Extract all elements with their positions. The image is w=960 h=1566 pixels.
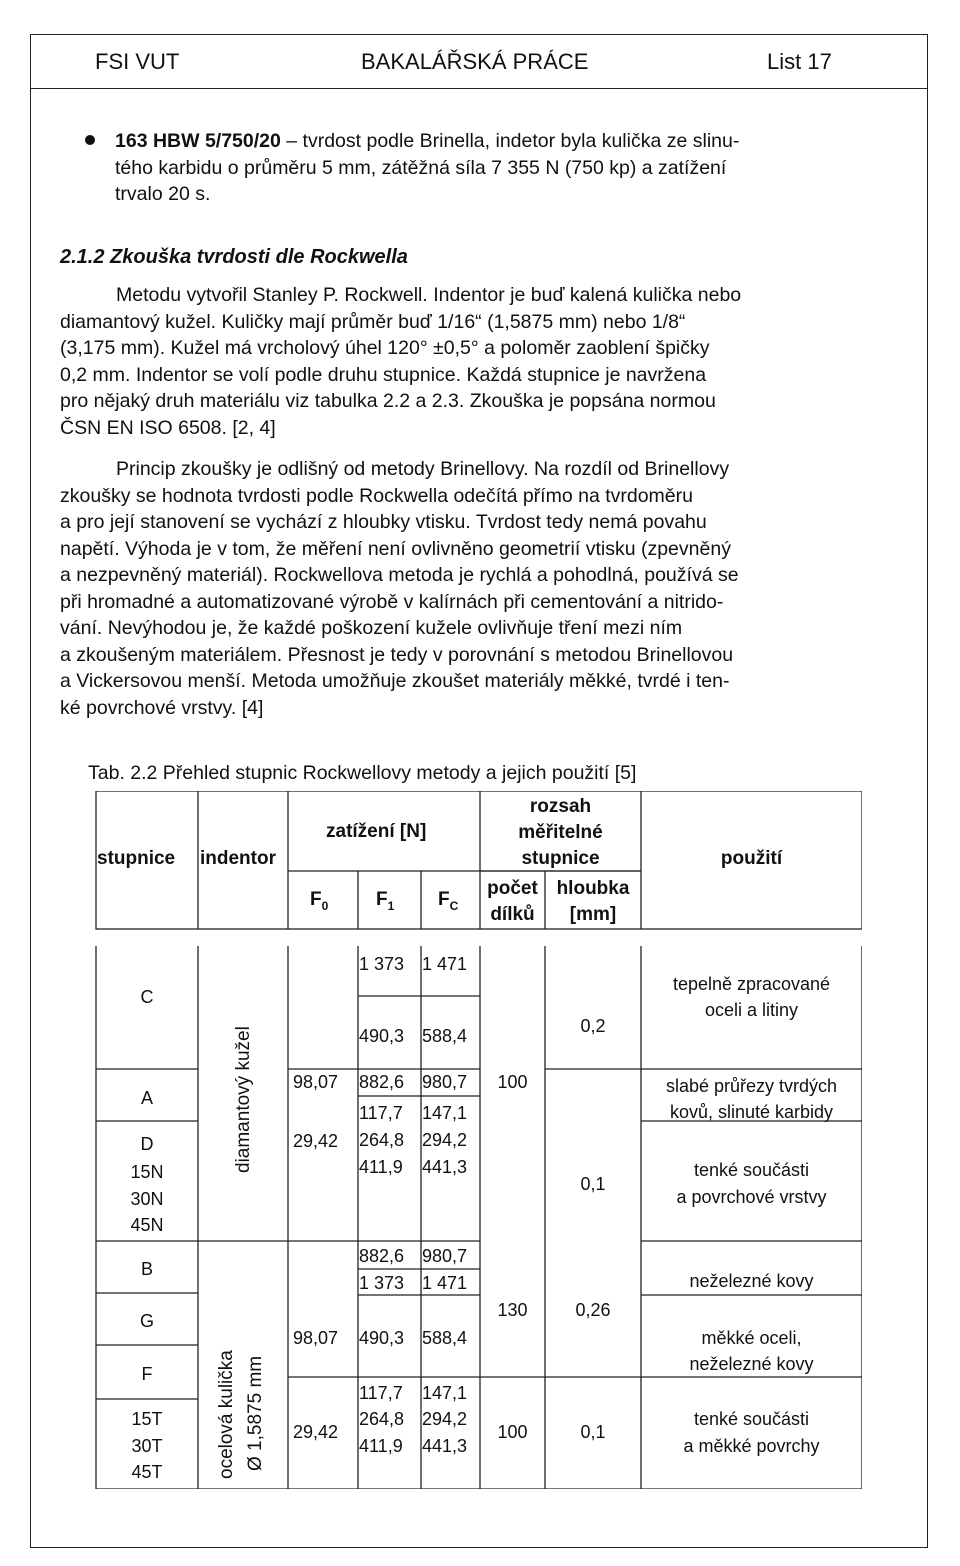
paragraph-line: a Vickersovou menší. Metoda umožňuje zkoušet materiály měkké, tvrdé i ten- — [60, 670, 730, 692]
f1-cell: 411,9 — [359, 1157, 403, 1177]
header-title: BAKALÁŘSKÁ PRÁCE — [361, 49, 589, 74]
fc-cell: 980,7 — [422, 1072, 468, 1092]
col-header-pouziti: použití — [720, 848, 783, 869]
rockwell-scales-table — [88, 791, 862, 1489]
paragraph-line: Princip zkoušky je odlišný od metody Brinellovy. Na rozdíl od Brinellovy — [116, 458, 730, 480]
paragraph-line: (3,175 mm). Kužel má vrcholový úhel 120° ±0,5° a poloměr zaoblení špičky — [60, 337, 710, 359]
paragraph-line: ČSN EN ISO 6508. [2, 4] — [60, 416, 276, 439]
scale-cell: B — [140, 1259, 153, 1279]
paragraph-line: vání. Nevýhodou je, že každé poškození kužele ovlivňuje tření mezi ním — [60, 617, 683, 639]
table-grid — [88, 791, 862, 1489]
f1-cell: 117,7 — [359, 1103, 403, 1123]
pouziti-cell: kovů, slinuté karbidy — [669, 1102, 834, 1122]
col-header-rozsah-2: měřitelné — [518, 822, 603, 843]
hloubka-cell: 0,1 — [580, 1422, 606, 1442]
col-header-hloubka-1: hloubka — [556, 878, 630, 899]
scale-cell: 45T — [131, 1462, 163, 1482]
page-header — [30, 34, 928, 89]
col-header-rozsah-1: rozsah — [529, 796, 592, 817]
paragraph-1 — [60, 282, 898, 441]
f0-cell: 98,07 — [293, 1328, 339, 1348]
bullet-line-2: tého karbidu o průměru 5 mm, zátěžná síla 7 355 N (750 kp) a zatížení — [115, 156, 727, 179]
fc-cell: 147,1 — [422, 1383, 468, 1403]
section-title: Zkouška tvrdosti dle Rockwella — [110, 246, 408, 268]
paragraph-line: při hromadné a automatizované výrobě v kalírnách při cementování a nitrido- — [60, 590, 724, 613]
scale-cell: 30N — [130, 1189, 164, 1209]
header-page-number: List 17 — [767, 49, 832, 74]
scale-cell: G — [139, 1311, 154, 1331]
paragraph-line: pro nějaký druh materiálu viz tabulka 2.2 a 2.3. Zkouška je popsána normou — [60, 390, 716, 412]
bullet-line-3: trvalo 20 s. — [115, 183, 211, 205]
pouziti-cell: měkké oceli, — [701, 1328, 802, 1348]
paragraph-line: a zkoušeným materiálem. Přesnost je tedy v porovnání s metodou Brinellovou — [60, 643, 734, 666]
fc-cell: 147,1 — [422, 1103, 468, 1123]
fc-cell: 1 471 — [422, 1273, 468, 1293]
scale-cell: 45N — [130, 1215, 164, 1235]
f0-cell: 29,42 — [293, 1422, 339, 1442]
scale-cell: 15T — [131, 1409, 163, 1429]
paragraph-2 — [60, 456, 898, 721]
paragraph-line: a pro její stanovení se vychází z hloubky vtisku. Tvrdost tedy nemá povahu — [60, 511, 707, 533]
col-header-pocet-2: dílků — [490, 904, 535, 925]
fc-cell: 294,2 — [422, 1409, 468, 1429]
scale-cell: F — [141, 1364, 153, 1384]
paragraph-line: 0,2 mm. Indentor se volí podle druhu stupnice. Každá stupnice je navržena — [60, 363, 707, 386]
header-school: FSI VUT — [95, 49, 180, 74]
fc-cell: 588,4 — [422, 1026, 468, 1046]
pouziti-cell: a povrchové vrstvy — [676, 1187, 827, 1207]
f1-cell: 490,3 — [359, 1026, 405, 1046]
bullet-dot-icon — [85, 135, 95, 145]
scale-cell: 30T — [131, 1436, 163, 1456]
paragraph-line: a nezpevněný materiál). Rockwellova metoda je rychlá a pohodlná, používá se — [60, 564, 739, 586]
hardness-designation: 163 HBW 5/750/20 — [115, 130, 281, 152]
paragraph-line: Metodu vytvořil Stanley P. Rockwell. Indentor je buď kalená kulička nebo — [116, 284, 742, 306]
fc-cell: 980,7 — [422, 1246, 468, 1266]
col-header-hloubka-2: [mm] — [569, 904, 617, 925]
pouziti-cell: oceli a litiny — [704, 1000, 799, 1020]
pouziti-cell: tenké součásti — [693, 1160, 810, 1180]
scale-cell: A — [140, 1088, 153, 1108]
fc-cell: 588,4 — [422, 1328, 468, 1348]
pocet-cell: 100 — [497, 1422, 528, 1442]
col-header-stupnice: stupnice — [97, 848, 176, 869]
pouziti-cell: tenké součásti — [693, 1409, 810, 1429]
paragraph-line: napětí. Výhoda je v tom, že měření není ovlivněno geometrií vtisku (zpevněný — [60, 537, 731, 560]
col-header-f1: $F_1$ — [376, 889, 395, 913]
f0-cell: 98,07 — [293, 1072, 339, 1092]
paragraph-line: zkoušky se hodnota tvrdosti podle Rockwella odečítá přímo na tvrdoměru — [60, 484, 693, 507]
bullet-line-1: tvrdost podle Brinella, indetor byla kulička ze slinu- — [302, 130, 740, 152]
f1-cell: 117,7 — [359, 1383, 403, 1403]
pouziti-cell: tepelně zpracované — [672, 974, 831, 994]
f1-cell: 411,9 — [359, 1436, 403, 1456]
fc-cell: 441,3 — [422, 1157, 468, 1177]
scale-cell: C — [140, 987, 154, 1007]
scale-cell: 15N — [130, 1162, 164, 1182]
indentor-steel-ball: ocelová kulička — [216, 1350, 237, 1479]
bullet-paragraph: 163 HBW 5/750/20 – tvrdost podle Brinella, indetor byla kulička ze slinu- tého karbidu o průměru 5 mm, zátěžná síla 7 355 N (750 kp) a zatížení trvalo 20 s. — [115, 128, 898, 208]
pouziti-cell: slabé průřezy tvrdých — [665, 1076, 838, 1096]
fc-cell: 294,2 — [422, 1130, 468, 1150]
f1-cell: 490,3 — [359, 1328, 405, 1348]
col-header-pocet-1: počet — [487, 878, 538, 899]
f1-cell: 1 373 — [359, 1273, 405, 1293]
f1-cell: 882,6 — [359, 1072, 405, 1092]
pouziti-cell: a měkké povrchy — [683, 1436, 820, 1456]
indentor-ball-diameter: Ø 1,5875 mm — [245, 1355, 266, 1471]
col-header-zatizeni: zatížení [N] — [326, 821, 427, 842]
col-header-rozsah-3: stupnice — [521, 848, 600, 869]
pouziti-cell: neželezné kovy — [689, 1271, 814, 1291]
fc-cell: 1 471 — [422, 954, 468, 974]
fc-cell: 441,3 — [422, 1436, 468, 1456]
f0-cell: 29,42 — [293, 1131, 339, 1151]
pocet-cell: 100 — [497, 1072, 528, 1092]
col-header-fc: $F_C$ — [438, 889, 459, 913]
f1-cell: 1 373 — [359, 954, 405, 974]
section-number: 2.1.2 — [60, 246, 105, 268]
indentor-diamond-cone: diamantový kužel — [233, 1026, 254, 1173]
col-header-indentor: indentor — [200, 848, 276, 869]
scale-cell: D — [140, 1134, 154, 1154]
paragraph-line: diamantový kužel. Kuličky mají průměr buď 1/16“ (1,5875 mm) nebo 1/8“ — [60, 310, 686, 333]
f1-cell: 264,8 — [359, 1409, 405, 1429]
pouziti-cell: neželezné kovy — [689, 1354, 814, 1374]
pocet-cell: 130 — [497, 1300, 528, 1320]
table-caption: Tab. 2.2 Přehled stupnic Rockwellovy metody a jejich použití [5] — [88, 762, 637, 784]
f1-cell: 882,6 — [359, 1246, 405, 1266]
hloubka-cell: 0,1 — [580, 1174, 606, 1194]
paragraph-line: ké povrchové vrstvy. [4] — [60, 696, 264, 719]
section-heading — [60, 244, 898, 271]
col-header-f0: $F_0$ — [310, 889, 329, 913]
hloubka-cell: 0,26 — [575, 1300, 611, 1320]
f1-cell: 264,8 — [359, 1130, 405, 1150]
hloubka-cell: 0,2 — [580, 1016, 606, 1036]
